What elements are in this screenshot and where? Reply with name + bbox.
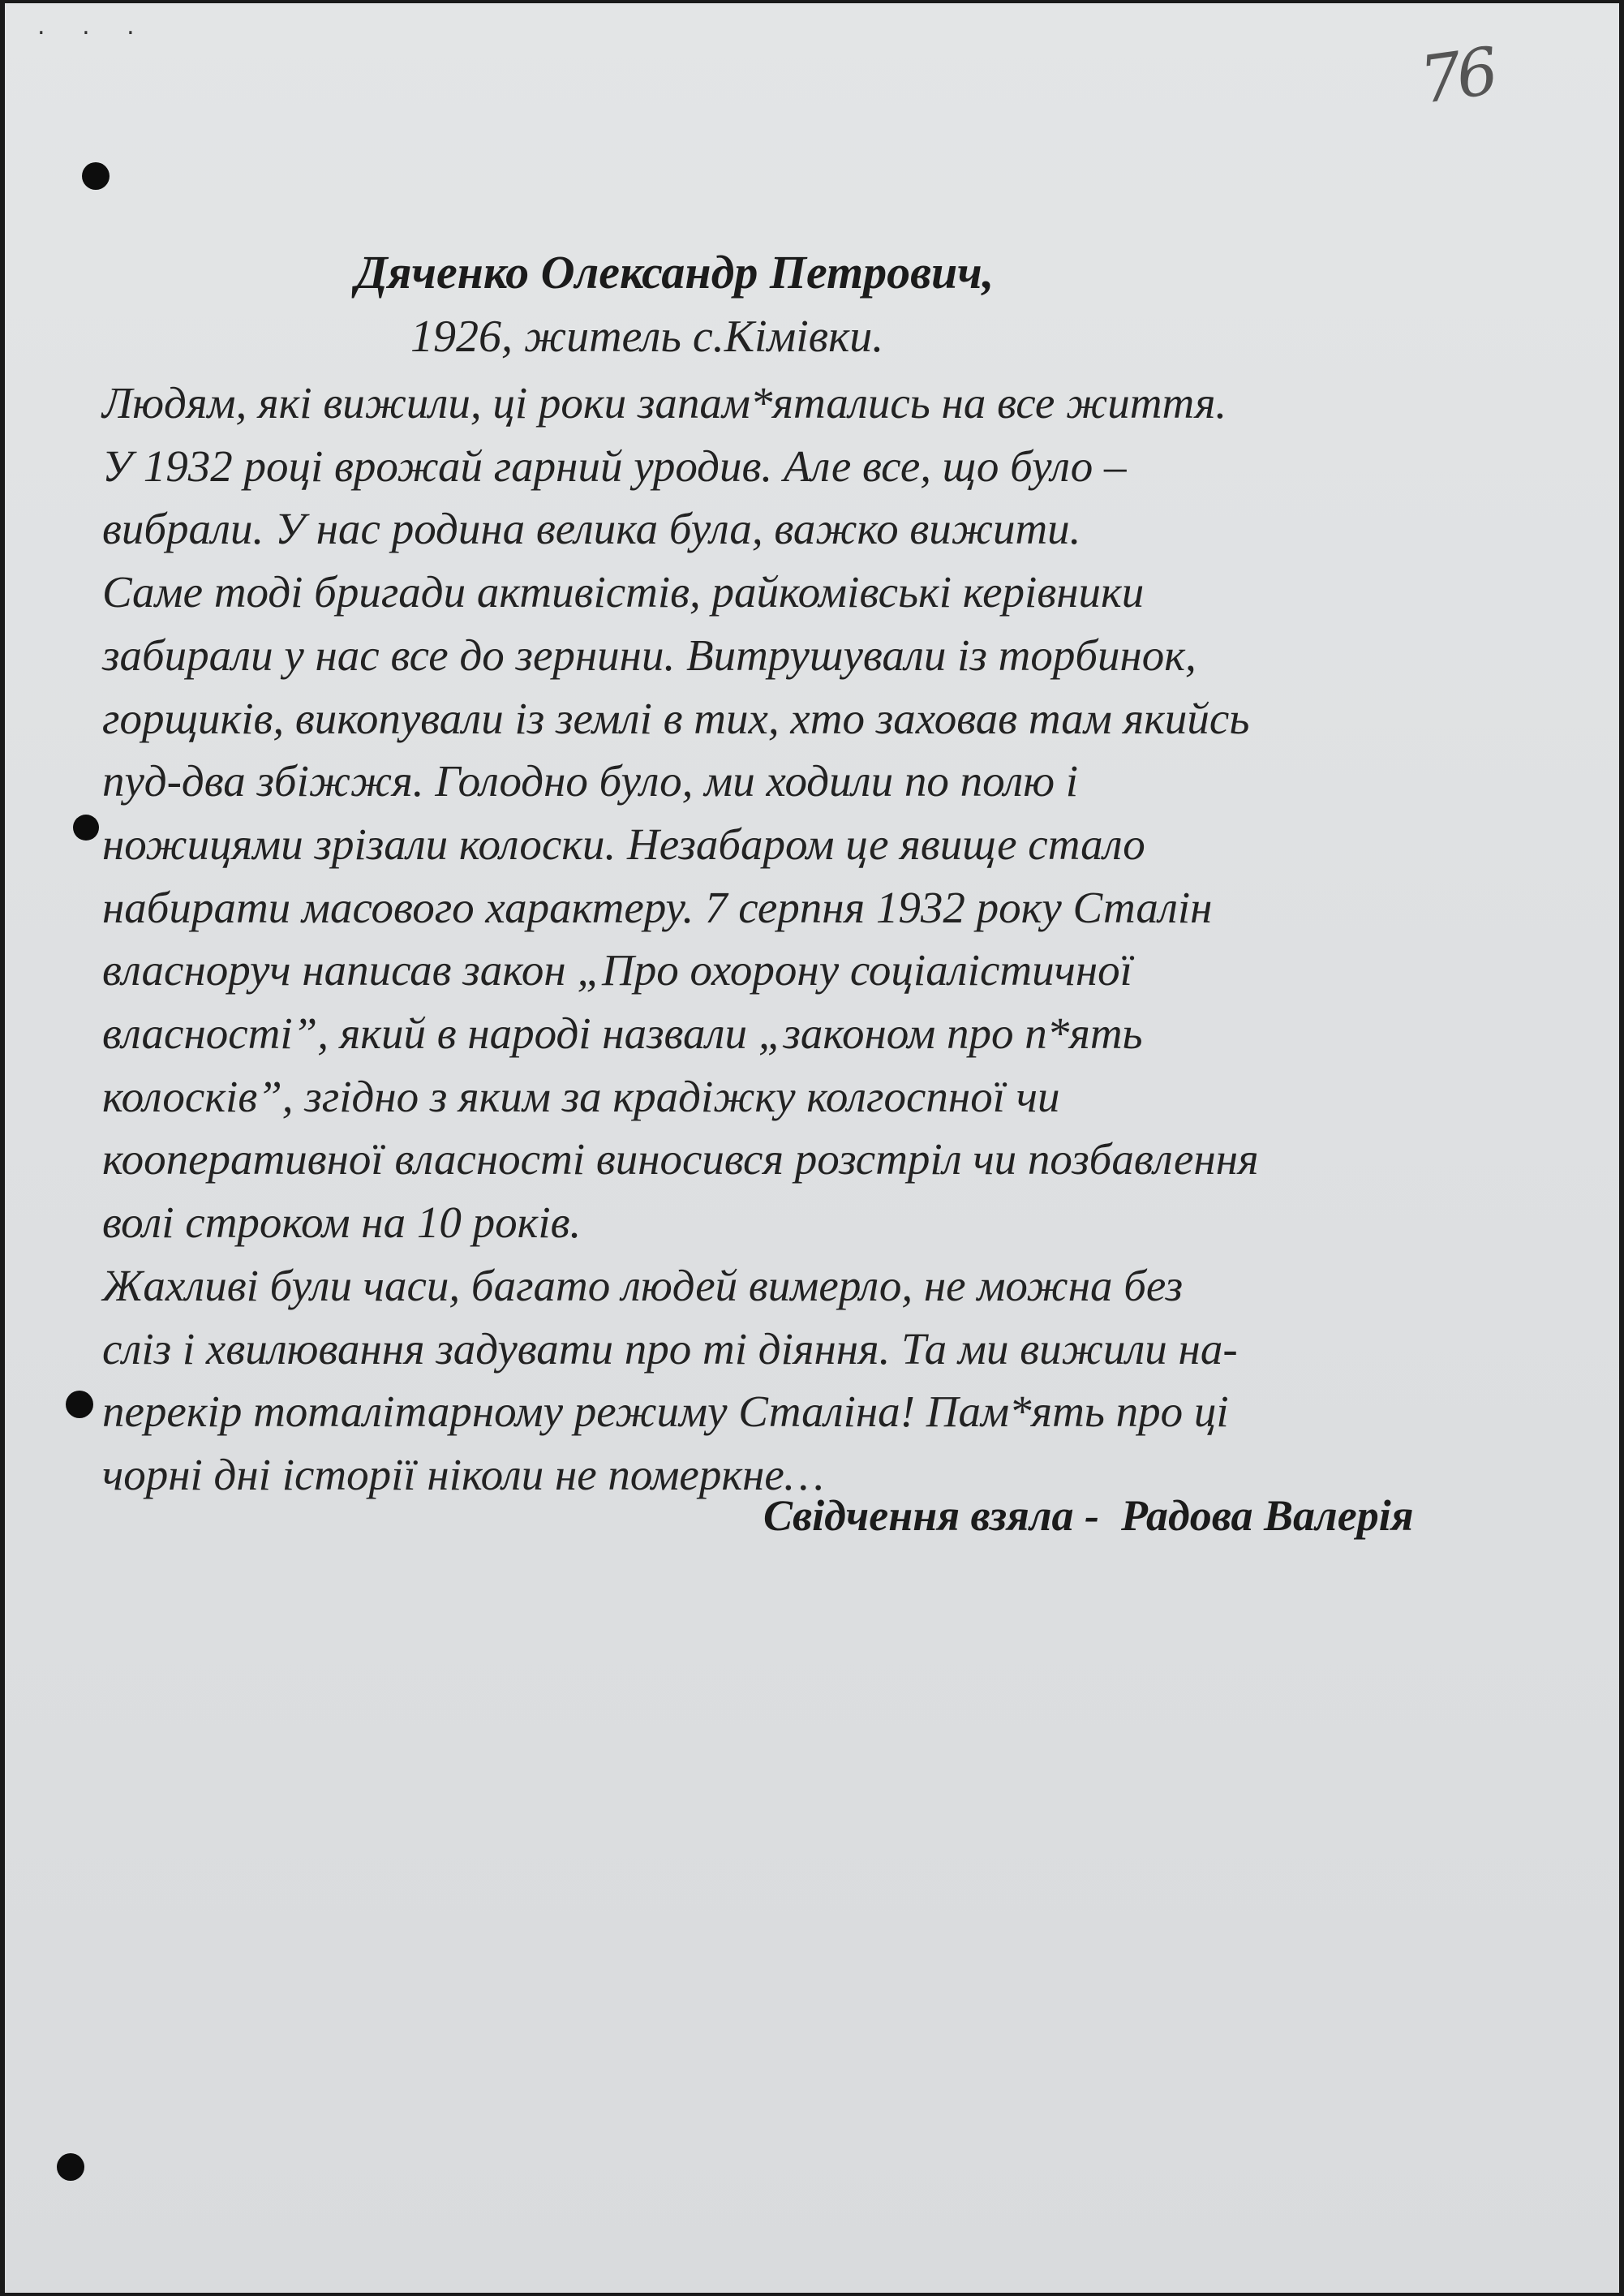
punch-hole: [82, 162, 110, 190]
punch-hole: [57, 2153, 84, 2181]
document-page: [5, 3, 1619, 2293]
text-line: ножицями зрізали колоски. Незабаром це явище стало: [102, 819, 1145, 869]
text-line: забирали у нас все до зернини. Витрушували із торбинок,: [102, 630, 1197, 680]
text-line: сліз і хвилювання задувати про ті діяння. Та ми вижили на-: [102, 1323, 1238, 1374]
text-line: перекір тоталітарному режиму Сталіна! Пам*ять про ці: [102, 1387, 1229, 1437]
edge-dots: . . .: [37, 12, 149, 41]
text-line: пуд-два збіжжя. Голодно було, ми ходили по полю і: [102, 756, 1079, 806]
signature-line: Свідчення взяла - Радова Валерія: [763, 1491, 1414, 1540]
document-subtitle: 1926, житель с.Кімівки.: [410, 312, 884, 362]
text-line: кооперативної власності виносився розстріл чи позбавлення: [102, 1134, 1259, 1185]
text-line: горщиків, викопували із землі в тих, хто заховав там якийсь: [102, 693, 1250, 743]
text-line: чорні дні історії ніколи не померкне…: [102, 1449, 824, 1499]
page-number: 76: [1415, 33, 1498, 118]
text-line: вибрали. У нас родина велика була, важко вижити.: [102, 504, 1081, 554]
testimony-text: [102, 372, 1530, 1507]
document-title: Дяченко Олександр Петрович,: [355, 246, 995, 299]
punch-hole: [73, 815, 99, 841]
text-line: волі строком на 10 років.: [102, 1197, 582, 1248]
text-line: колосків”, згідно з яким за крадіжку колгоспної чи: [102, 1071, 1060, 1121]
text-line: Жахливі були часи, багато людей вимерло, не можна без: [102, 1260, 1184, 1310]
text-line: власності”, який в народі назвали „законом про п*ять: [102, 1008, 1143, 1059]
text-line: У 1932 році врожай гарний уродив. Але все, що було –: [102, 441, 1127, 491]
text-line: власноруч написав закон „Про охорону соціалістичної: [102, 945, 1132, 995]
text-line: набирати масового характеру. 7 серпня 1932 року Сталін: [102, 882, 1213, 932]
text-line: Людям, які вижили, ці роки запам*ятались на все життя.: [102, 378, 1227, 428]
text-line: Саме тоді бригади активістів, райкомівські керівники: [102, 567, 1145, 617]
punch-hole: [66, 1391, 93, 1418]
